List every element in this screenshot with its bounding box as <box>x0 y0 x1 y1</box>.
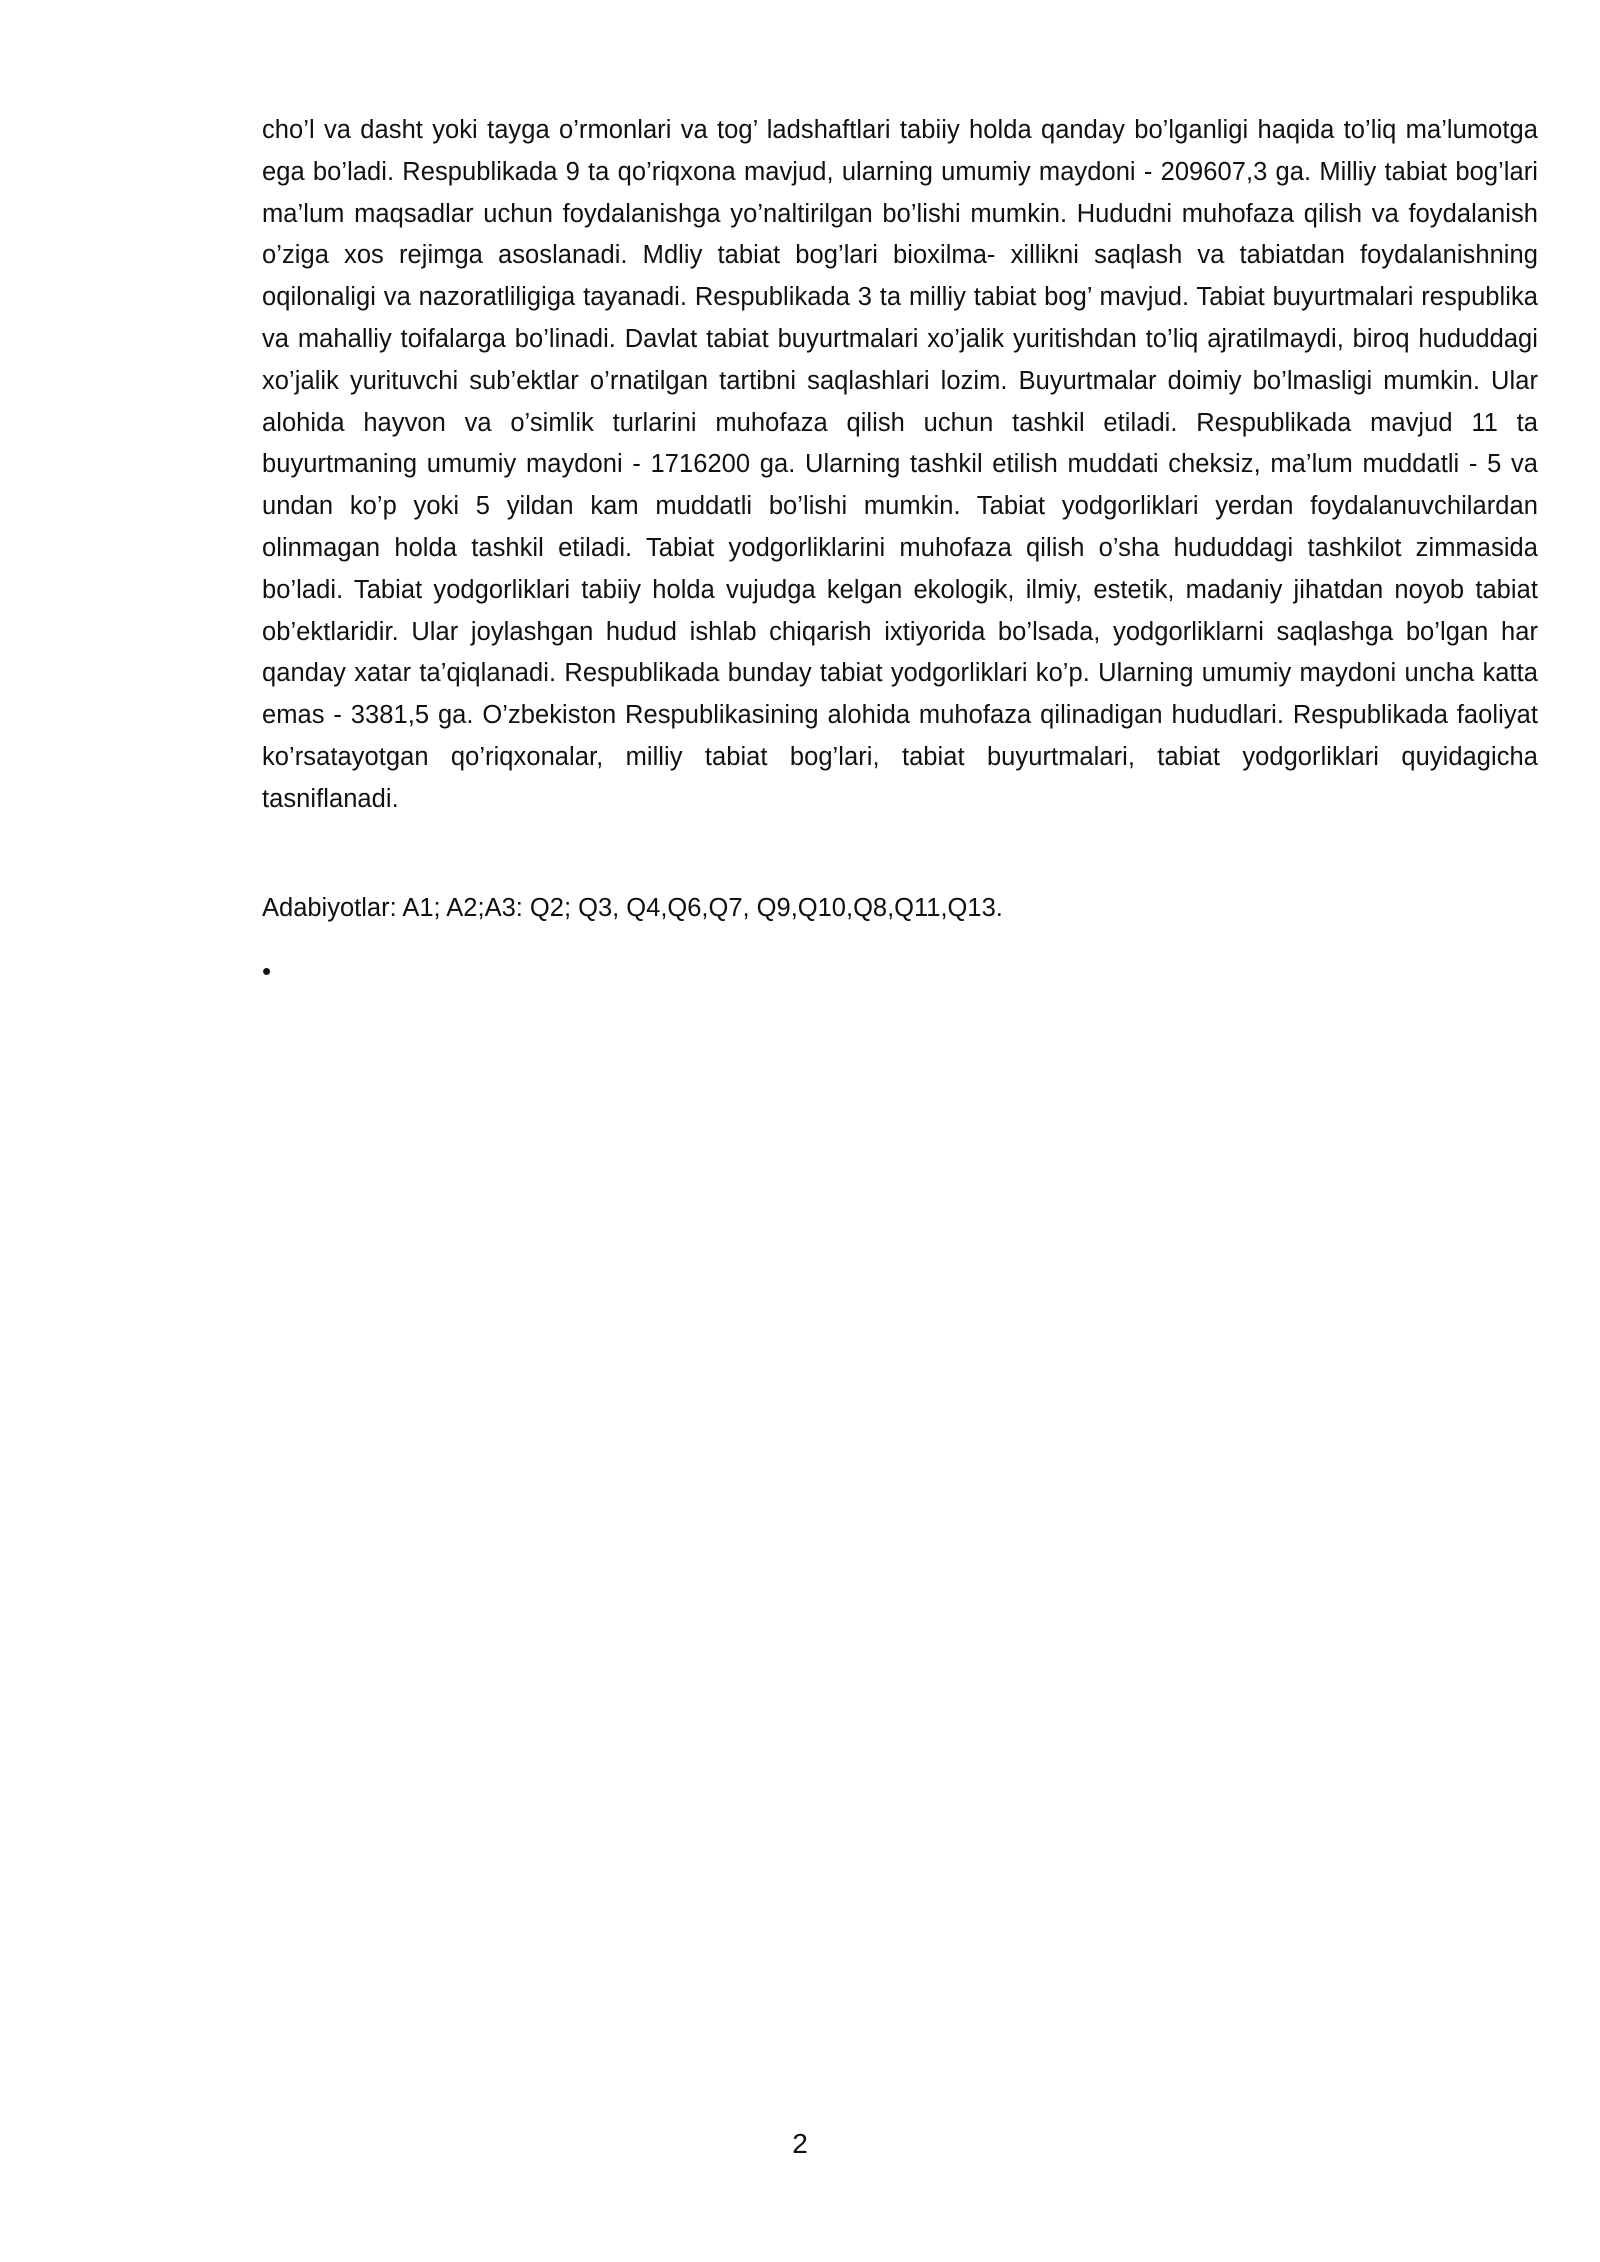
page-number: 2 <box>792 2128 808 2159</box>
empty-bullet-item: • <box>262 956 272 986</box>
references-line: Adabiyotlar: A1; A2;A3: Q2; Q3, Q4,Q6,Q7, Q9,Q10,Q8,Q11,Q13. <box>262 894 1003 922</box>
body-paragraph: cho’l va dasht yoki tayga o’rmonlari va tog’ ladshaftlari tabiiy holda qanday bo’lganligi haqida to’liq ma’lumotga ega bo’ladi. Respublikada 9 ta qo’riqxona mavjud, ularning umumiy maydoni - 209607,3 ga. Milliy tabiat bog’lari ma’lum maqsadlar uchun foydalanishga yo’naltirilgan bo’lishi mumkin. Hududni muhofaza qilish va foydalanish o’ziga xos rejimga asoslanadi. Mdliy tabiat bog’lari bioxilma- xillikni saqlash va tabiatdan foydalanishning oqilonaligi va nazoratliligiga tayanadi. Respublikada 3 ta milliy tabiat bog’ mavjud. Tabiat buyurtmalari respublika va mahalliy toifalarga bo’linadi. Davlat tabiat buyurtmalari xo’jalik yuritishdan to’liq ajratilmaydi, biroq hududdagi xo’jalik yurituvchi sub’ektlar o’rnatilgan tartibni saqlashlari lozim. Buyurtmalar doimiy bo’lmasligi mumkin. Ular alohida hayvon va o’simlik turlarini muhofaza qilish uchun tashkil etiladi. Respublikada mavjud 11 ta buyurtmaning umumiy maydoni - 1716200 ga. Ularning tashkil etilish muddati cheksiz, ma’lum muddatli - 5 va undan ko’p yoki 5 yildan kam muddatli bo’lishi mumkin. Tabiat yodgorliklari yerdan foydalanuvchilardan olinmagan holda tashkil etiladi. Tabiat yodgorliklarini muhofaza qilish o’sha hududdagi tashkilot zimmasida bo’ladi. Tabiat yodgorliklari tabiiy holda vujudga kelgan ekologik, ilmiy, estetik, madaniy jihatdan noyob tabiat ob’ektlaridir. Ular joylashgan hudud ishlab chiqarish ixtiyorida bo’lsada, yodgorliklarni saqlashga bo’lgan har qanday xatar ta’qiqlanadi. Respublikada bunday tabiat yodgorliklari ko’p. Ularning umumiy maydoni uncha katta emas - 3381,5 ga. O’zbekiston Respublikasining alohida muhofaza qilinadigan hududlari. Respublikada faoliyat ko’rsatayotgan qo’riqxonalar, milliy tabiat bog’lari, tabiat buyurtmalari, tabiat yodgorliklari quyidagicha tasniflanadi. <box>262 116 1538 813</box>
